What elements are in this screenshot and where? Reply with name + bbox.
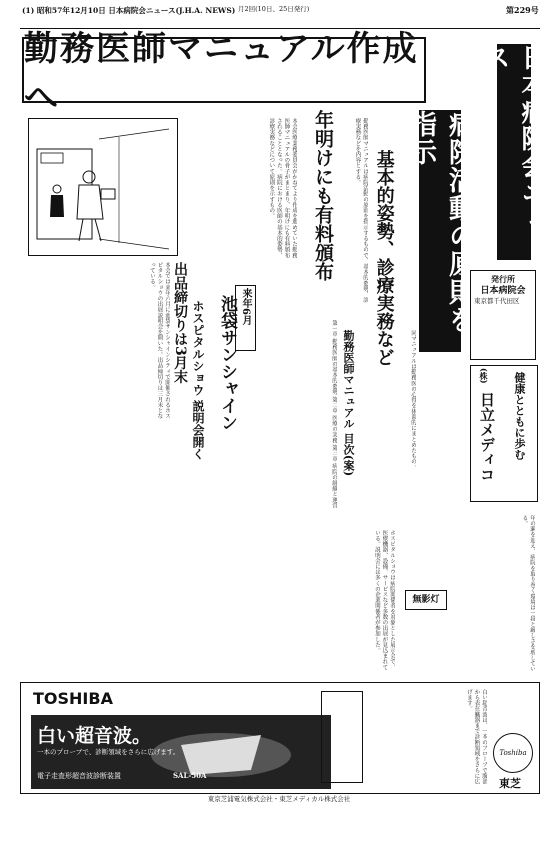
header-issue-number: 第229号 bbox=[506, 5, 539, 15]
toc-list: 第一章 勤務医師の基本的姿勢 第二章 医療の実務 第三章 病院の組織と運営 bbox=[331, 320, 337, 509]
hitachi-brand: 日立メディコ bbox=[478, 392, 496, 482]
publisher-name: 日本病院会 bbox=[480, 285, 526, 296]
article-text-left: 本会では来年六月に池袋サンシャインシティで開催されるホスピタルショウの出展説明会を開いた。出品締切りは三月末となっている。 bbox=[148, 262, 170, 419]
hitachi-mark: (株) bbox=[479, 368, 489, 384]
publisher-box bbox=[470, 270, 536, 360]
headline-sunshine: 池袋サンシャイン bbox=[217, 295, 237, 431]
headline-manual-toc: 勤務医師マニュアル 目次(案) bbox=[342, 330, 355, 477]
toshiba-brand: TOSHIBA bbox=[33, 689, 113, 708]
headline-main: 病院活動の原則を指示 bbox=[405, 110, 475, 334]
publisher-address: 東京都千代田区 bbox=[474, 296, 520, 305]
header-middle: 月2回(10日、25日発行) bbox=[238, 5, 310, 13]
publisher-label: 発行所 bbox=[491, 274, 515, 284]
toshiba-brand-jp: 東芝 bbox=[499, 777, 521, 790]
toshiba-ad bbox=[20, 682, 540, 794]
toshiba-model: SAL-50A bbox=[173, 771, 207, 780]
masthead bbox=[480, 44, 547, 260]
toshiba-headline: 白い超音波。 bbox=[37, 725, 152, 747]
banner-headline bbox=[22, 29, 426, 118]
headline-deadline: 出品締切りは3月末 bbox=[172, 262, 188, 384]
headline-next-year: 来年6月 bbox=[235, 285, 256, 351]
headline-sub: 基本的姿勢、診療実務など bbox=[373, 150, 395, 366]
article-text-mid: 同マニュアルは勤務医の心得を体系的にまとめたもの。 bbox=[410, 330, 416, 470]
headline-year-end: 年明けにも有料頒布 bbox=[312, 110, 334, 281]
article-text-top: 本会医療業務委員会がかねてより作成を進めていた勤務医師マニュアルの骨子がまとまり、年明けにも有料頒布されることとなった。病院における医師の基本的姿勢、診療実務などについて原則を示すもの。 bbox=[268, 118, 297, 258]
hitachi-slogan: 健康とともに歩む bbox=[513, 372, 526, 460]
toshiba-product: 電子走査形超音波診断装置 bbox=[37, 772, 121, 780]
toshiba-logo-icon: Toshiba bbox=[493, 733, 533, 773]
masthead-title: 日本病院会ニュース bbox=[480, 44, 547, 260]
toshiba-sub: 一本のプローブで、診断領域をさらに広げます。 bbox=[37, 748, 180, 756]
header-left: (1) 昭和57年12月10日 日本病院会ニュース(J.H.A. NEWS) bbox=[22, 6, 236, 15]
banner-title: 勤務医師マニュアル作成へ bbox=[24, 29, 419, 118]
headline-box bbox=[405, 110, 475, 352]
headline-hospital-show: ホスピタルショウ 説明会開く bbox=[191, 300, 205, 461]
article-text-col: 勤務医師マニュアルは病院活動の原則を指示するもので、基本的姿勢、診療実務などを内容とする。 bbox=[354, 118, 368, 303]
toshiba-copy: 白い超音波は、一本のプローブで腹部から表在臓器まで診断領域をさらに広げます。 bbox=[465, 689, 487, 785]
footer-text: 東京芝浦電気株式会社・東芝メディカル株式会社 bbox=[207, 795, 351, 803]
doctor-illustration bbox=[28, 118, 178, 256]
column-mueitou-title: 無影灯 bbox=[405, 590, 447, 610]
article-text-bottom: ホスピタルショウは病院関係者を対象とした展示会で、医療機器、設備、サービスなど多数の出展が見込まれている。説明会には多くの企業関係者が参加した。 bbox=[373, 530, 395, 670]
column-mueitou-text: 年の瀬を迎え、病院を取り巻く環境は一段と厳しさを増している。 bbox=[521, 515, 535, 672]
hitachi-ad bbox=[470, 365, 538, 502]
ultrasound-device-icon bbox=[321, 691, 363, 783]
